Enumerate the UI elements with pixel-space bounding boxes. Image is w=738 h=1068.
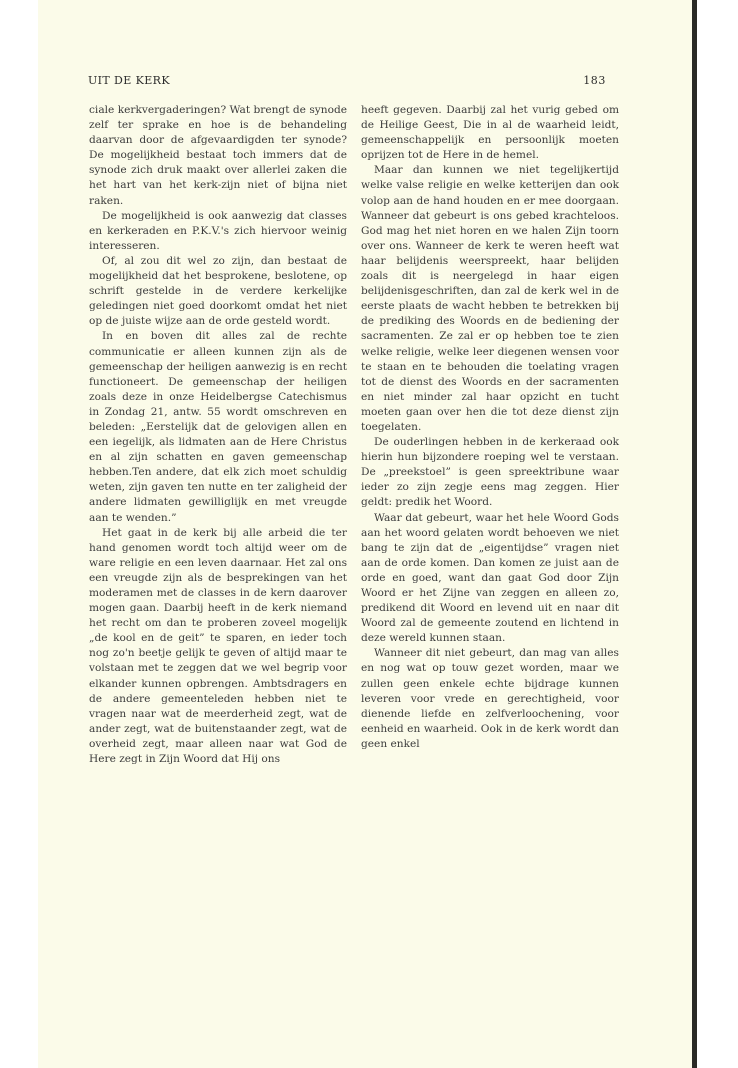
- paragraph: Wanneer dit niet gebeurt, dan mag van alles en nog wat op touw gezet worden, maar we zullen geen enkele echte bijdrage kunnen leveren voor vrede en gerechtigheid, voor dienende liefde en zelfverloochening, voor eenheid en waarheid. Ook in de kerk wordt dan geen enkel: [361, 647, 619, 750]
- running-header: [88, 74, 606, 90]
- running-title: UIT DE KERK: [88, 74, 170, 87]
- scan-edge-shadow: [692, 0, 697, 1068]
- paragraph: De mogelijkheid is ook aanwezig dat classes en kerkeraden en P.K.V.'s zich hiervoor weinig interesseren.: [89, 209, 347, 252]
- paragraph: heeft gegeven. Daarbij zal het vurig gebed om de Heilige Geest, Die in al de waarheid leidt, gemeenschappelijk en persoonlijk moeten oprijzen tot de Here in de hemel.: [361, 104, 619, 162]
- paragraph: Of, al zou dit wel zo zijn, dan bestaat de mogelijkheid dat het besprokene, beslotene, op schrift gestelde in de verdere kerkelijke geledingen niet goed doorkomt omdat het niet op de juiste wijze aan de orde gesteld wordt.: [89, 254, 347, 328]
- paragraph: De ouderlingen hebben in de kerkeraad ook hierin hun bijzondere roeping wel te verstaan. De „preekstoel” is geen spreektribune waar ieder zo zijn zegje eens mag zeggen. Hier geldt: predik het Woord.: [361, 436, 619, 509]
- paragraph: Waar dat gebeurt, waar het hele Woord Gods aan het woord gelaten wordt behoeven we niet bang te zijn dat de „eigentijdse” vragen niet aan de orde komen. Dan komen ze juist aan de orde en goed, want dan gaat God door Zijn Woord er het Zijne van zeggen en alleen zo, predikend dit Woord en levend uit en naar dit Woord zal de gemeente zoutend en lichtend in deze wereld kunnen staan.: [361, 511, 619, 645]
- paragraph: In en boven dit alles zal de rechte communicatie er alleen kunnen zijn als de gemeenschap der heiligen aanwezig is en recht functioneert. De gemeenschap der heiligen zoals deze in onze Heidelbergse Catechismus in Zondag 21, antw. 55 wordt omschreven en beleden: „Eerstelijk dat de gelovigen allen en een iegelijk, als lidmaten aan de Here Christus en al zijn schatten en gaven gemeenschap hebben.Ten andere, dat elk zich moet schuldig weten, zijn gaven ten nutte en ter zaligheid der andere lidmaten gewilliglijk en met vreugde aan te wenden.”: [89, 330, 347, 524]
- page-number: 183: [583, 74, 606, 87]
- paragraph: Maar dan kunnen we niet tegelijkertijd welke valse religie en welke ketterijen dan ook volop aan de hand houden en er mee doorgaan. Wanneer dat gebeurt is ons gebed krachteloos. God mag het niet horen en we halen Zijn toorn over ons. Wanneer de kerk te weren heeft wat haar belijdenis weerspreekt, haar belijden zoals dit is neergelegd in haar eigen belijdenisgeschriften, dan zal de kerk wel in de eerste plaats de wacht hebben te betrekken bij de prediking des Woords en de bediening der sacramenten. Ze zal er op hebben toe te zien welke religie, welke leer diegenen wensen voor te staan en te behouden die toelating vragen tot de dienst des Woords en der sacramenten en niet minder zal haar opzicht en tucht moeten gaan over hen die tot deze dienst zijn toegelaten.: [361, 164, 619, 433]
- left-column: [89, 103, 347, 767]
- paragraph: ciale kerkvergaderingen? Wat brengt de synode zelf ter sprake en hoe is de behandeling daarvan door de afgevaardigden ter synode? De mogelijkheid bestaat toch immers dat de synode zich druk maakt over allerlei zaken die het hart van het kerk-zijn niet of bijna niet raken.: [89, 104, 347, 207]
- right-column: [361, 103, 619, 752]
- paragraph: Het gaat in de kerk bij alle arbeid die ter hand genomen wordt toch altijd weer om de ware religie en een leven daarnaar. Het zal ons een vreugde zijn als de besprekingen van het moderamen met de classes in de kern daarover mogen gaan. Daarbij heeft in de kerk niemand het recht om dan te proberen zoveel mogelijk „de kool en de geit” te sparen, en ieder toch nog zo'n beetje gelijk te geven of altijd maar te volstaan met te zeggen dat we wel begrip voor elkander kunnen opbrengen. Ambtsdragers en de andere gemeenteleden hebben niet te vragen naar wat de meerderheid zegt, wat de ander zegt, wat de buitenstaander zegt, wat de overheid zegt, maar alleen naar wat God de Here zegt in Zijn Woord dat Hij ons: [89, 526, 347, 766]
